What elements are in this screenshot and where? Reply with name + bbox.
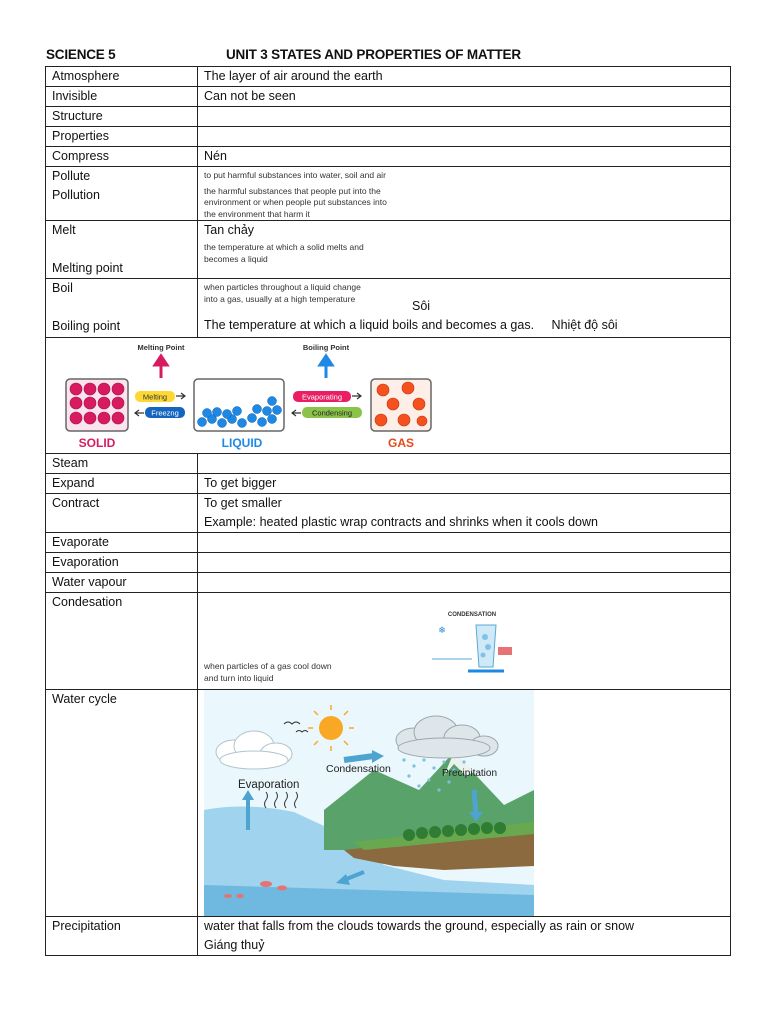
table-row: [46, 127, 731, 147]
table-row: [46, 147, 731, 167]
table-row: [46, 87, 731, 107]
def-melt: Tan chảy: [204, 223, 255, 237]
definition-cell: To get bigger: [198, 474, 731, 494]
table-row: [46, 67, 731, 87]
table-row: [46, 593, 731, 690]
condensation-label: Condensation: [326, 763, 391, 775]
term-cell: Evaporation: [46, 553, 198, 573]
def-melting-point-line1: the temperature at which a solid melts and: [204, 242, 364, 252]
solid-label: SOLID: [78, 436, 116, 450]
term-cell: Invisible: [46, 87, 198, 107]
definition-cell: [198, 221, 731, 279]
right-arrow-icon: [352, 393, 361, 399]
evaporating-label: Evaporating: [301, 392, 343, 402]
table-row: [46, 338, 731, 454]
melting-point-label: Melting Point: [137, 343, 185, 352]
def-condensation-line1: when particles of a gas cool down: [204, 661, 332, 671]
evaporation-label: Evaporation: [238, 779, 300, 791]
freezing-label: Freezng: [151, 408, 179, 418]
term-melting-point: Melting point: [52, 261, 123, 275]
term-cell: Compress: [46, 147, 198, 167]
term-cell: Structure: [46, 107, 198, 127]
precipitation-arrow-icon: [474, 790, 476, 814]
term-pollute: Pollute: [52, 169, 91, 183]
melting-label: Melting: [142, 392, 168, 402]
term-cell: Water vapour: [46, 573, 198, 593]
term-cell: Water cycle: [46, 690, 198, 917]
vocabulary-table: [45, 66, 731, 956]
term-pollution: Pollution: [52, 188, 100, 202]
unit-title: UNIT 3 STATES AND PROPERTIES OF MATTER: [226, 47, 521, 62]
term-cell: [46, 167, 198, 221]
definition-cell: The layer of air around the earth: [198, 67, 731, 87]
term-cell: Contract: [46, 494, 198, 533]
def-precipitation-vi: Giáng thuỷ: [204, 938, 265, 952]
condensation-image-title: CONDENSATION: [447, 612, 497, 618]
table-row: [46, 533, 731, 553]
table-row: [46, 690, 731, 917]
condensing-label: Condensing: [311, 408, 353, 418]
definition-cell: [198, 167, 731, 221]
states-diagram-cell: [46, 338, 731, 454]
definition-cell: [198, 454, 731, 474]
table-row: [46, 474, 731, 494]
water-cycle-diagram: [204, 690, 534, 916]
boiling-point-arrow-icon: [320, 356, 332, 378]
def-boil-line1: when particles throughout a liquid change: [204, 282, 361, 292]
sun-icon: [319, 716, 343, 740]
table-row: [46, 279, 731, 338]
warm-air-arrow-icon: [498, 647, 512, 655]
definition-cell: [198, 593, 731, 690]
term-boil: Boil: [52, 281, 73, 295]
term-boiling-point: Boiling point: [52, 319, 121, 333]
right-arrow-icon: [176, 393, 185, 399]
definition-cell: Can not be seen: [198, 87, 731, 107]
def-melting-point-line2: becomes a liquid: [204, 253, 268, 264]
table-row: [46, 573, 731, 593]
def-pollution-line3: the environment that harm it: [204, 208, 310, 219]
term-cell: Expand: [46, 474, 198, 494]
def-pollution-line2: environment or when people put substances into: [204, 197, 387, 207]
def-boiling-point-vi: Nhiệt độ sôi: [551, 318, 618, 332]
term-cell: Steam: [46, 454, 198, 474]
term-cell: [46, 221, 198, 279]
term-cell: Atmosphere: [46, 67, 198, 87]
states-of-matter-diagram: [46, 338, 730, 452]
condensation-image: [424, 607, 520, 679]
definition-cell: [198, 494, 731, 533]
term-cell: Precipitation: [46, 917, 198, 956]
def-boiling-point: The temperature at which a liquid boils and becomes a gas.: [204, 318, 535, 332]
def-pollute: to put harmful substances into water, soil and air: [204, 170, 386, 180]
snowflake-icon: ❄: [438, 625, 446, 635]
def-contract: To get smaller: [204, 496, 282, 510]
left-arrow-icon: [292, 410, 301, 416]
table-row: [46, 494, 731, 533]
definition-cell: Nén: [198, 147, 731, 167]
melting-point-arrow-icon: [155, 356, 167, 378]
definition-cell: [198, 553, 731, 573]
table-row: [46, 917, 731, 956]
liquid-label: LIQUID: [221, 436, 263, 450]
table-row: [46, 454, 731, 474]
table-row: [46, 553, 731, 573]
term-cell: [46, 279, 198, 338]
boiling-point-label: Boiling Point: [302, 343, 350, 352]
table-row: [46, 221, 731, 279]
definition-cell: [198, 917, 731, 956]
term-cell: Properties: [46, 127, 198, 147]
def-boil-line2: into a gas, usually at a high temperature: [204, 293, 356, 304]
subject-title: SCIENCE 5: [46, 47, 116, 62]
term-cell: Condesation: [46, 593, 198, 690]
left-arrow-icon: [135, 410, 144, 416]
definition-cell: [198, 690, 731, 917]
def-condensation-line2: and turn into liquid: [204, 673, 274, 683]
precipitation-label: Precipitation: [442, 768, 498, 779]
term-melt: Melt: [52, 223, 76, 237]
definition-cell: [198, 533, 731, 553]
term-cell: Evaporate: [46, 533, 198, 553]
definition-cell: [198, 573, 731, 593]
definition-cell: [198, 279, 731, 338]
def-boil-vi: Sôi: [412, 299, 431, 313]
definition-cell: [198, 107, 731, 127]
def-contract-example: Example: heated plastic wrap contracts and shrinks when it cools down: [204, 515, 598, 529]
def-pollution-line1: the harmful substances that people put into the: [204, 185, 381, 196]
definition-cell: [198, 127, 731, 147]
def-precipitation: water that falls from the clouds towards the ground, especially as rain or snow: [204, 919, 635, 933]
def-boiling-point-wrap: [204, 316, 724, 335]
table-row: [46, 167, 731, 221]
condensation-arrow-icon: [344, 756, 374, 760]
gas-label: GAS: [387, 436, 415, 450]
table-row: [46, 107, 731, 127]
